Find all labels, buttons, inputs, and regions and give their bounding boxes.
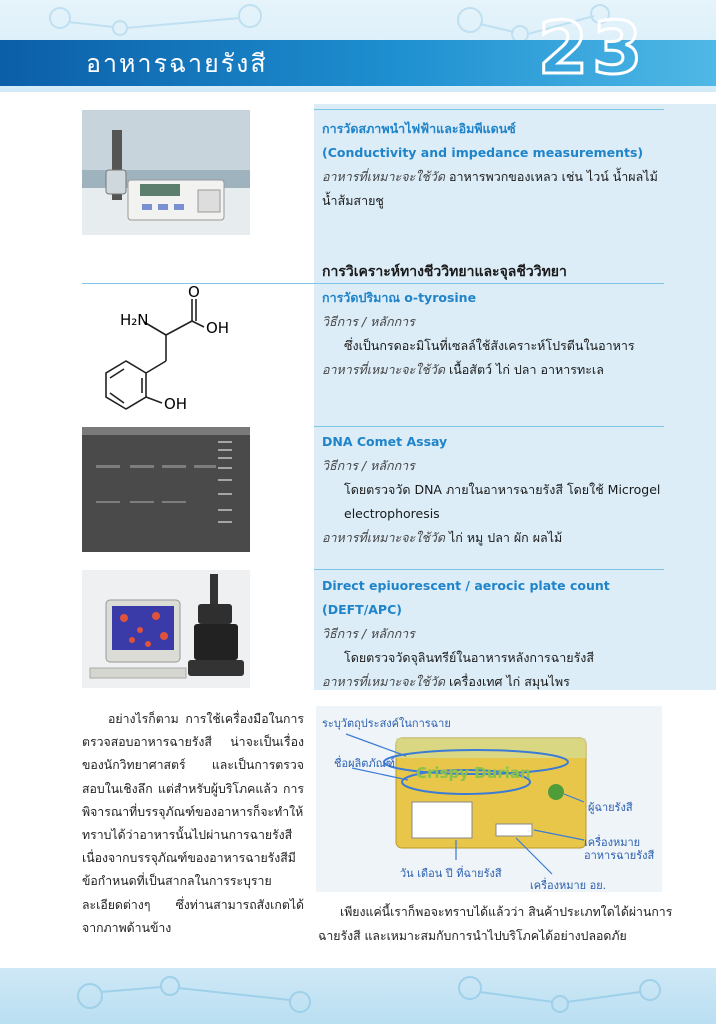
item-food <box>322 358 672 382</box>
bottom-banner <box>0 968 716 1024</box>
conclusion-paragraph <box>318 900 678 948</box>
callout-product-name: ชื่อผลิตภัณฑ์ <box>334 757 395 770</box>
conductivity-meter-photo <box>82 110 250 235</box>
item-dna-comet <box>322 430 672 550</box>
callout-purpose: ระบุวัตถุประสงค์ในการฉาย <box>322 717 451 730</box>
food-label: อาหารที่เหมาะจะใช้วัด <box>322 530 445 545</box>
molecule-pattern-icon <box>0 968 716 1024</box>
phenol-label: OH <box>164 395 188 413</box>
microscope-computer-photo <box>82 570 250 688</box>
section-heading <box>322 260 672 284</box>
section-title: อาหารฉายรังสี <box>86 49 268 78</box>
heading-biology: การวิเคราะห์ทางชีววิทยาและจุลชีววิทยา <box>322 264 567 280</box>
callout-irradiation-mark: เครื่องหมาย อาหารฉายรังสี <box>584 836 655 862</box>
food-label: อาหารที่เหมาะจะใช้วัด <box>322 674 445 689</box>
divider <box>314 569 664 570</box>
callout-irradiator: ผู้ฉายรังสี <box>588 801 633 814</box>
o-tyrosine-structure-diagram <box>100 285 260 417</box>
item-title: DNA Comet Assay <box>322 434 448 449</box>
item-conductivity <box>322 117 672 213</box>
acid-label: OH <box>206 319 230 337</box>
method-label: วิธีการ / หลักการ <box>322 626 415 641</box>
food-label: อาหารที่เหมาะจะใช้วัด <box>322 362 445 377</box>
item-title: Direct epiuorescent / aerocic plate count (DEFT/APC) <box>322 578 610 617</box>
item-food <box>322 165 672 213</box>
item-deft-apc <box>322 574 672 694</box>
item-title: การวัดปริมาณ o-tyrosine <box>322 290 477 305</box>
item-o-tyrosine <box>322 286 672 382</box>
food-value: อาหารพวกของเหลว เช่น ไวน์ น้ำผลไม้ น้ำส้มสายชู <box>322 169 658 208</box>
item-title: การวัดสภาพนำไฟฟ้าและอิมพีแดนซ์ <box>322 121 516 136</box>
food-value: เครื่องเทศ ไก่ สมุนไพร <box>448 674 570 689</box>
food-label: อาหารที่เหมาะจะใช้วัด <box>322 169 445 184</box>
conclusion-text: เพียงแค่นี้เราก็พอจะทราบได้แล้วว่า สินค้าประเภทใดได้ผ่านการฉายรังสี และเหมาะสมกับการนำไปบริโภคได้อย่างปลอดภัย <box>318 905 673 943</box>
package-label-figure <box>316 706 662 892</box>
gel-electrophoresis-photo <box>82 427 250 552</box>
food-value: ไก่ หมู ปลา ผัก ผลไม้ <box>448 530 563 545</box>
top-banner <box>0 0 716 92</box>
method-text: โดยตรวจวัดจุลินทรีย์ในอาหารหลังการฉายรังสี <box>344 650 595 665</box>
divider <box>314 426 664 427</box>
method-label: วิธีการ / หลักการ <box>322 458 415 473</box>
item-food <box>322 526 672 550</box>
body-paragraph <box>82 708 304 940</box>
callout-fda-mark: เครื่องหมาย อย. <box>530 879 607 892</box>
callout-date: วัน เดือน ปี ที่ฉายรังสี <box>400 867 502 880</box>
food-value: เนื้อสัตว์ ไก่ ปลา อาหารทะเล <box>448 362 604 377</box>
divider <box>314 109 664 110</box>
item-title-en: (Conductivity and impedance measurements) <box>322 145 644 160</box>
method-text: โดยตรวจวัด DNA ภายในอาหารฉายรังสี โดยใช้ Microgel electrophoresis <box>344 482 661 521</box>
amine-label: H₂N <box>120 311 149 329</box>
carbonyl-label: O <box>188 285 200 301</box>
method-text: ซึ่งเป็นกรดอะมิโนที่เซลล์ใช้สังเคราะห์โปรตีนในอาหาร <box>344 338 635 353</box>
package-brand: Crispy Durian <box>416 764 531 782</box>
item-food <box>322 670 672 694</box>
body-text: อย่างไรก็ตาม การใช้เครื่องมือในการตรวจสอบอาหารฉายรังสี น่าจะเป็นเรื่องของนักวิทยาศาสตร์ และเป็นการตรวจสอบในเชิงลึก แต่สำหรับผู้บริโภคแล้ว การพิจารณาที่บรรจุภัณฑ์ของอาหารก็จะทำให้ทราบได้ว่าอาหารนั้นไปผ่านการฉายรังสี เนื่องจากบรรจุภัณฑ์ของอาหารฉายรังสีมีข้อกำหนดที่เป็นสากลในการระบุรายละเอียดต่างๆ ซึ่งท่านสามารถสังเกตได้จากภาพด้านข้าง <box>82 712 304 935</box>
method-label: วิธีการ / หลักการ <box>322 314 415 329</box>
page-number: 23 <box>538 6 647 90</box>
